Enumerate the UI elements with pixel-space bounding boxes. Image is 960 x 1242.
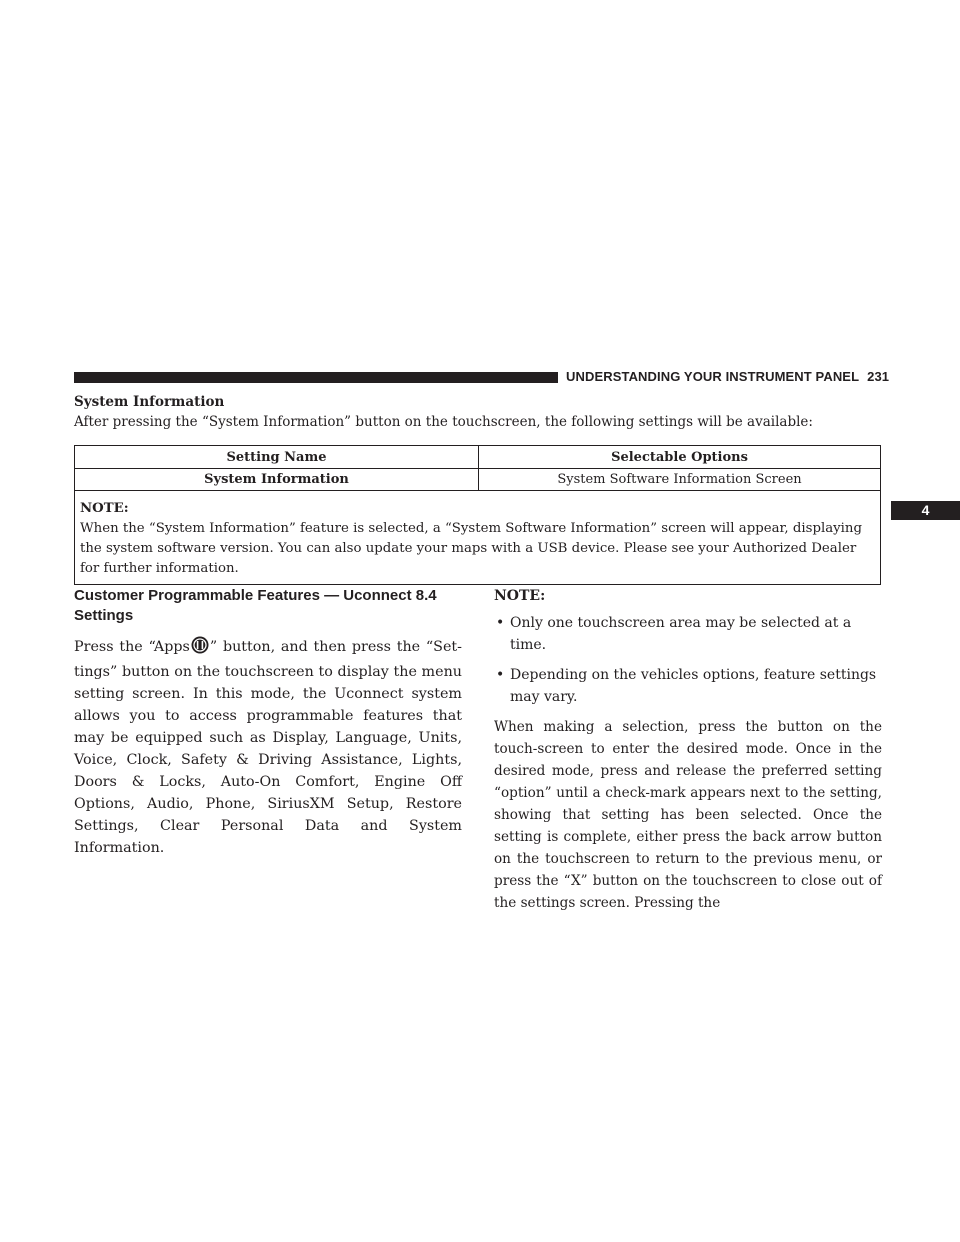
table-note-row: [75, 491, 881, 585]
table-row: [75, 469, 881, 491]
intro-paragraph: After pressing the “System Information” button on the touchscreen, the following settings will be available:: [74, 414, 813, 430]
column-header-setting-name: Setting Name: [75, 446, 479, 469]
page-number: 231: [867, 369, 890, 384]
chapter-tab: 4: [891, 501, 960, 520]
list-item: • Depending on the vehicles options, feature settings may vary.: [494, 664, 882, 708]
apps-icon: [191, 636, 209, 661]
running-header: [566, 369, 889, 384]
bullet-icon: •: [496, 667, 505, 683]
list-item: • Only one touchscreen area may be selected at a time.: [494, 612, 882, 656]
note-bullet-list: [494, 612, 882, 708]
note-label: NOTE:: [494, 588, 546, 604]
section-heading-system-information: System Information: [74, 394, 225, 410]
table-cell-option: System Software Information Screen: [479, 469, 881, 491]
settings-table: [74, 445, 881, 585]
right-column: [494, 586, 882, 914]
section-heading-customer-features: Customer Programmable Features — Uconnect 8.4 Settings: [74, 587, 437, 624]
table-note-cell: [75, 491, 881, 585]
column-header-selectable-options: Selectable Options: [479, 446, 881, 469]
bullet-icon: •: [496, 615, 505, 631]
customer-features-paragraph: [74, 636, 462, 859]
note-label: NOTE:: [80, 501, 129, 516]
header-title: UNDERSTANDING YOUR INSTRUMENT PANEL: [566, 369, 860, 384]
paragraph-text-rest: ” button, and then press the “Set-tings” button on the touchscreen to display the menu setting screen. In this mode, the Uconnect system allows you to access programmable features that may be equipped such as Display, Language, Units, Voice, Clock, Safety & Driving Assistance, Lights, Doors & Locks, Auto-On Comfort, Engine Off Options, Audio, Phone, SiriusXM Setup, Restore Settings, Clear Personal Data and System Information.: [74, 639, 462, 856]
header-rule: [74, 372, 558, 383]
table-header-row: [75, 446, 881, 469]
note-text: When the “System Information” feature is selected, a “System Software Information” screen will appear, displaying the system software version. You can also update your maps with a USB device. Please see your Authorized Dealer for further information.: [80, 521, 862, 576]
table-cell-setting: System Information: [75, 469, 479, 491]
selection-paragraph: When making a selection, press the button on the touch-screen to enter the desired mode. Once in the desired mode, press and release the preferred setting “option” until a check-mark appears next to the setting, showing that setting has been selected. Once the setting is complete, either press the back arrow button on the touchscreen to return to the previous menu, or press the “X” button on the touchscreen to close out of the settings screen. Pressing the: [494, 719, 882, 911]
paragraph-text-start: Press the “Apps: [74, 639, 190, 655]
left-column: [74, 586, 462, 859]
